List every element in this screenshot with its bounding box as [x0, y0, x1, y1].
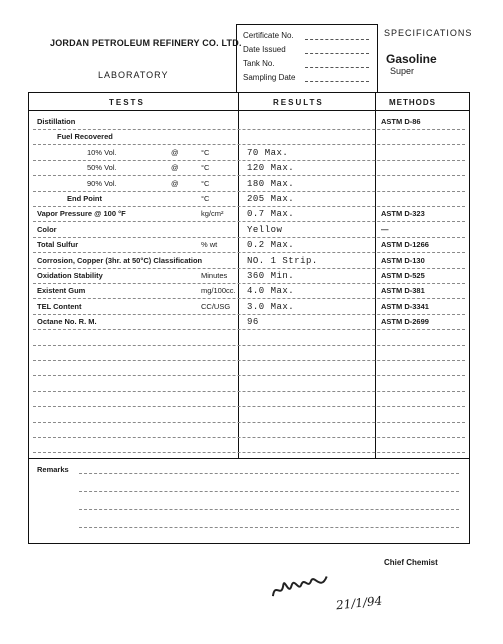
certificate-box — [236, 24, 378, 93]
row-line — [33, 252, 465, 253]
test-unit: kg/cm² — [201, 209, 224, 219]
row-line — [33, 283, 465, 284]
test-unit: °C — [201, 178, 210, 188]
tank-no-field — [305, 67, 369, 68]
remarks-line — [79, 473, 459, 474]
tank-no-label: Tank No. — [243, 59, 275, 68]
method-value: ASTM D-525 — [381, 271, 425, 280]
test-name: 50% Vol. — [87, 163, 117, 173]
blank-row-line — [33, 375, 465, 376]
remarks-divider — [29, 458, 469, 459]
blank-row-line — [33, 422, 465, 423]
result-value: 96 — [247, 317, 259, 328]
result-value: NO. 1 Strip. — [247, 255, 318, 266]
result-value: 4.0 Max. — [247, 286, 295, 297]
row-line — [33, 298, 465, 299]
date-issued-label: Date Issued — [243, 45, 286, 54]
test-unit: CC/USG — [201, 301, 231, 311]
method-value: ASTM D-86 — [381, 117, 421, 126]
result-value: 205 Max. — [247, 194, 295, 204]
row-line — [33, 206, 465, 207]
test-name: 10% Vol. — [87, 147, 117, 157]
certificate-no-field — [305, 39, 369, 40]
test-unit: mg/100cc. — [201, 286, 236, 296]
blank-row-line — [33, 345, 465, 346]
test-name: Oxidation Stability — [37, 271, 103, 280]
product-grade: Super — [390, 66, 415, 76]
row-line — [33, 314, 465, 315]
blank-row-line — [33, 360, 465, 361]
result-value: 70 Max. — [247, 147, 289, 158]
results-table — [28, 92, 470, 544]
test-name: TEL Content — [37, 301, 82, 311]
test-name: 90% Vol. — [87, 178, 117, 188]
results-header: RESULTS — [273, 98, 324, 107]
remarks-line — [79, 491, 459, 492]
method-value: ASTM D-323 — [381, 209, 425, 219]
remarks-label: Remarks — [37, 465, 69, 474]
row-line — [33, 129, 465, 130]
sampling-date-field — [305, 81, 369, 82]
row-line — [33, 175, 465, 176]
tests-header: TESTS — [109, 98, 145, 107]
test-name: Fuel Recovered — [57, 132, 113, 142]
signature — [268, 568, 336, 608]
row-line — [33, 268, 465, 269]
test-name: Total Sulfur — [37, 240, 79, 250]
result-value: 180 Max. — [247, 178, 295, 189]
test-name: End Point — [67, 194, 102, 203]
row-line — [33, 191, 465, 192]
method-value: ASTM D-1266 — [381, 240, 429, 250]
at-sign: @ — [171, 163, 179, 173]
methods-column-divider — [375, 93, 376, 458]
result-value: 0.2 Max. — [247, 240, 295, 251]
test-unit: °C — [201, 147, 210, 157]
test-name: Distillation — [37, 117, 76, 126]
method-value: ASTM D-130 — [381, 255, 425, 265]
sampling-date-label: Sampling Date — [243, 73, 296, 82]
test-unit: Minutes — [201, 271, 228, 280]
method-value: ASTM D-381 — [381, 286, 425, 296]
remarks-line — [79, 527, 459, 528]
blank-row-line — [33, 452, 465, 453]
row-line — [33, 237, 465, 238]
chief-chemist-label: Chief Chemist — [384, 558, 438, 567]
test-unit: % wt — [201, 240, 218, 250]
result-value: 360 Min. — [247, 271, 295, 281]
signature-date: 21/1/94 — [335, 593, 383, 613]
test-name: Octane No. R. M. — [37, 317, 97, 327]
test-name: Color — [37, 224, 57, 234]
specifications-label: SPECIFICATIONS — [384, 28, 473, 38]
blank-row-line — [33, 391, 465, 392]
row-line — [33, 329, 465, 330]
result-value: 3.0 Max. — [247, 301, 295, 312]
test-name: Existent Gum — [37, 286, 86, 296]
row-line — [33, 160, 465, 161]
test-name: Corrosion, Copper (3hr. at 50°C) Classification — [37, 255, 203, 265]
department-label: LABORATORY — [98, 70, 169, 80]
results-column-divider — [238, 93, 239, 458]
row-line — [33, 221, 465, 222]
blank-row-line — [33, 437, 465, 438]
remarks-line — [79, 509, 459, 510]
header-divider — [29, 110, 469, 111]
row-line — [33, 144, 465, 145]
certificate-no-label: Certificate No. — [243, 31, 294, 40]
method-value: — — [381, 224, 389, 234]
company-name: JORDAN PETROLEUM REFINERY CO. LTD. — [50, 38, 242, 48]
test-unit: °C — [201, 194, 210, 203]
date-issued-field — [305, 53, 369, 54]
result-value: 120 Max. — [247, 163, 295, 174]
product-name: Gasoline — [386, 52, 437, 66]
blank-row-line — [33, 406, 465, 407]
test-name: Vapor Pressure @ 100 °F — [37, 209, 126, 219]
result-value: Yellow — [247, 224, 283, 235]
methods-header: METHODS — [389, 98, 436, 107]
at-sign: @ — [171, 178, 179, 188]
method-value: ASTM D-3341 — [381, 301, 429, 311]
at-sign: @ — [171, 147, 179, 157]
method-value: ASTM D-2699 — [381, 317, 429, 327]
result-value: 0.7 Max. — [247, 209, 295, 220]
signature-scribble — [268, 568, 335, 603]
test-unit: °C — [201, 163, 210, 173]
